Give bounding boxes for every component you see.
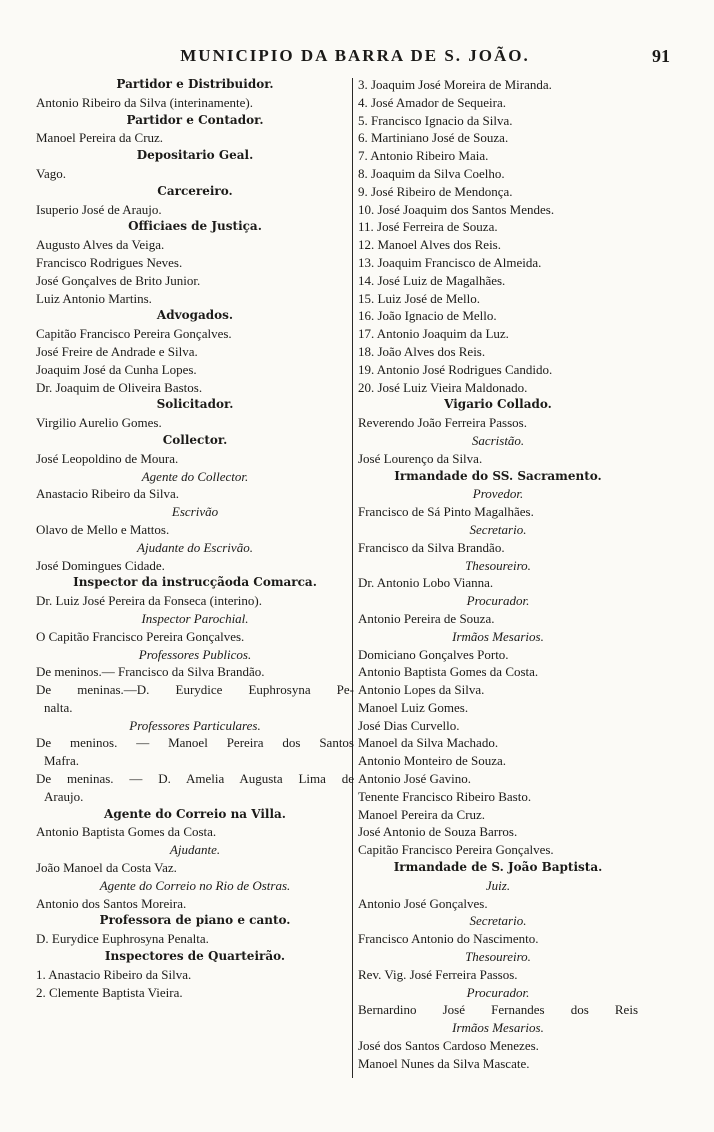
entry-line: 8. Joaquim da Silva Coelho. [358, 165, 505, 181]
role-subheading: Secretario. [469, 521, 527, 537]
entry-line: Manoel Pereira da Cruz. [36, 130, 164, 146]
entry-line: 9. José Ribeiro de Mendonça. [358, 183, 513, 199]
entry-line: José Leopoldino de Moura. [36, 450, 179, 466]
page-number: 91 [652, 46, 670, 66]
entry-line: José Domingues Cidade. [36, 557, 165, 573]
role-subheading: Professores Particulares. [129, 717, 261, 733]
entry-line: Joaquim José da Cunha Lopes. [36, 361, 197, 377]
section-heading: Irmandade do SS. Sacramento. [394, 468, 602, 483]
role-subheading: Agente do Correio no Rio de Ostras. [99, 877, 291, 893]
entry-line: José Lourenço da Silva. [358, 450, 483, 466]
section-heading: Collector. [162, 432, 228, 447]
role-subheading: Agente do Collector. [141, 468, 249, 484]
entry-line: Antonio Ribeiro da Silva (interinamente). [36, 94, 253, 110]
entry-line: Manoel da Silva Machado. [358, 735, 499, 751]
entry-line: Virgilio Aurelio Gomes. [36, 415, 162, 431]
section-heading: Inspectores de Quarteirão. [104, 949, 286, 964]
section-heading: Advogados. [156, 308, 234, 323]
entry-line: De meninas. — D. Amelia Augusta Lima de [36, 771, 354, 787]
entry-line: Rev. Vig. José Ferreira Passos. [358, 966, 518, 982]
role-subheading: Procurador. [466, 593, 530, 609]
entry-line: 4. José Amador de Sequeira. [358, 94, 507, 110]
entry-line: Antonio José Gavino. [358, 771, 472, 787]
entry-line: Manoel Luiz Gomes. [358, 699, 469, 715]
role-subheading: Ajudante do Escrivão. [137, 539, 253, 555]
entry-line: José Freire de Andrade e Silva. [36, 343, 198, 359]
entry-line: 6. Martiniano José de Souza. [358, 130, 509, 146]
entry-line: Antonio Baptista Gomes da Costa. [36, 824, 217, 840]
entry-line: 13. Joaquim Francisco de Almeida. [358, 254, 542, 270]
entry-line-continuation: Araujo. [44, 788, 84, 804]
entry-line: Dr. Joaquim de Oliveira Bastos. [36, 379, 203, 395]
page-header [0, 46, 714, 68]
right-column [358, 76, 638, 1073]
entry-line: 5. Francisco Ignacio da Silva. [358, 112, 513, 128]
entry-line: 19. Antonio José Rodrigues Candido. [358, 361, 553, 377]
entry-line: 17. Antonio Joaquim da Luz. [358, 326, 509, 342]
page-title: MUNICIPIO DA BARRA DE S. JOÃO. [180, 46, 530, 65]
entry-line: José dos Santos Cardoso Menezes. [358, 1038, 539, 1054]
entry-line: Augusto Alves da Veiga. [36, 237, 165, 253]
entry-line: Antonio Pereira de Souza. [358, 610, 495, 626]
entry-line: Francisco da Silva Brandão. [358, 539, 505, 555]
entry-line: Tenente Francisco Ribeiro Basto. [358, 788, 532, 804]
entry-line: 10. José Joaquim dos Santos Mendes. [358, 201, 555, 217]
entry-line: Manoel Nunes da Silva Mascate. [358, 1055, 530, 1071]
role-subheading: Juiz. [485, 877, 511, 893]
entry-line: 7. Antonio Ribeiro Maia. [358, 148, 489, 164]
section-heading: Vigario Collado. [444, 397, 552, 412]
entry-line: Bernardino José Fernandes dos Reis [358, 1002, 638, 1018]
section-heading: Depositario Geal. [136, 148, 254, 163]
entry-line-continuation: Mafra. [44, 753, 80, 769]
left-column [36, 76, 354, 1001]
entry-line: 18. João Alves dos Reis. [358, 343, 486, 359]
role-subheading: Professores Publicos. [138, 646, 252, 662]
entry-line: Reverendo João Ferreira Passos. [358, 415, 527, 431]
entry-line: Olavo de Mello e Mattos. [36, 521, 170, 537]
entry-line: Antonio Lopes da Silva. [358, 682, 485, 698]
entry-line: Antonio Monteiro de Souza. [358, 753, 507, 769]
entry-line: O Capitão Francisco Pereira Gonçalves. [36, 628, 245, 644]
section-heading: Professora de piano e canto. [99, 913, 291, 928]
entry-line: Francisco de Sá Pinto Magalhães. [358, 504, 534, 520]
entry-line: Capitão Francisco Pereira Gonçalves. [36, 326, 232, 342]
entry-line-continuation: nalta. [44, 699, 73, 715]
entry-line: 16. João Ignacio de Mello. [358, 308, 497, 324]
entry-line: Capitão Francisco Pereira Gonçalves. [358, 842, 554, 858]
entry-line: De meninos.— Francisco da Silva Brandão. [36, 664, 265, 680]
entry-line: 14. José Luiz de Magalhães. [358, 272, 506, 288]
entry-line: Domiciano Gonçalves Porto. [358, 646, 509, 662]
section-heading: Partidor e Contador. [126, 112, 264, 127]
entry-line: José Dias Curvello. [358, 717, 460, 733]
entry-line: Dr. Antonio Lobo Vianna. [358, 575, 494, 591]
role-subheading: Sacristão. [471, 432, 525, 448]
section-heading: Agente do Correio na Villa. [104, 806, 286, 821]
entry-line: José Antonio de Souza Barros. [358, 824, 518, 840]
entry-line: João Manoel da Costa Vaz. [36, 860, 177, 876]
entry-line: D. Eurydice Euphrosyna Penalta. [36, 931, 209, 947]
entry-line: Antonio Baptista Gomes da Costa. [358, 664, 539, 680]
role-subheading: Secretario. [469, 913, 527, 929]
entry-line: Manoel Pereira da Cruz. [358, 806, 486, 822]
entry-line: Francisco Antonio do Nascimento. [358, 931, 539, 947]
entry-line: 3. Joaquim José Moreira de Miranda. [358, 77, 552, 92]
entry-line: Dr. Luiz José Pereira da Fonseca (interino). [36, 593, 262, 609]
entry-line: 11. José Ferreira de Souza. [358, 219, 498, 235]
entry-line: 1. Anastacio Ribeiro da Silva. [36, 966, 192, 982]
entry-line: Antonio José Gonçalves. [358, 895, 488, 911]
entry-line: José Gonçalves de Brito Junior. [36, 272, 201, 288]
entry-line: Vago. [36, 165, 66, 181]
section-heading: Carcereiro. [157, 183, 233, 198]
role-subheading: Irmãos Mesarios. [452, 1020, 544, 1036]
entry-line: Francisco Rodrigues Neves. [36, 254, 183, 270]
entry-line: 15. Luiz José de Mello. [358, 290, 481, 306]
section-heading: Solicitador. [156, 397, 234, 412]
section-heading: Partidor e Distribuidor. [116, 77, 274, 91]
role-subheading: Provedor. [472, 486, 524, 502]
section-heading: Irmandade de S. João Baptista. [393, 860, 603, 875]
role-subheading: Procurador. [466, 984, 530, 1000]
entry-line: 12. Manoel Alves dos Reis. [358, 237, 501, 253]
entry-line: Anastacio Ribeiro da Silva. [36, 486, 179, 502]
role-subheading: Inspector Parochial. [141, 610, 249, 626]
role-subheading: Irmãos Mesarios. [452, 628, 544, 644]
entry-line: De meninas.—D. Eurydice Euphrosyna Pe- [36, 682, 354, 698]
role-subheading: Thesoureiro. [465, 557, 531, 573]
entry-line: Isuperio José de Araujo. [36, 201, 162, 217]
role-subheading: Escrivão [171, 504, 219, 520]
role-subheading: Ajudante. [169, 842, 221, 858]
entry-line: 20. José Luiz Vieira Maldonado. [358, 379, 528, 395]
section-heading: Inspector da instrucçãoda Comarca. [73, 575, 317, 590]
role-subheading: Thesoureiro. [465, 949, 531, 965]
entry-line: Antonio dos Santos Moreira. [36, 895, 187, 911]
section-heading: Officiaes de Justiça. [128, 219, 262, 234]
entry-line: Luiz Antonio Martins. [36, 290, 152, 306]
entry-line: De meninos. — Manoel Pereira dos Santos [36, 735, 354, 751]
entry-line: 2. Clemente Baptista Vieira. [36, 984, 183, 1000]
